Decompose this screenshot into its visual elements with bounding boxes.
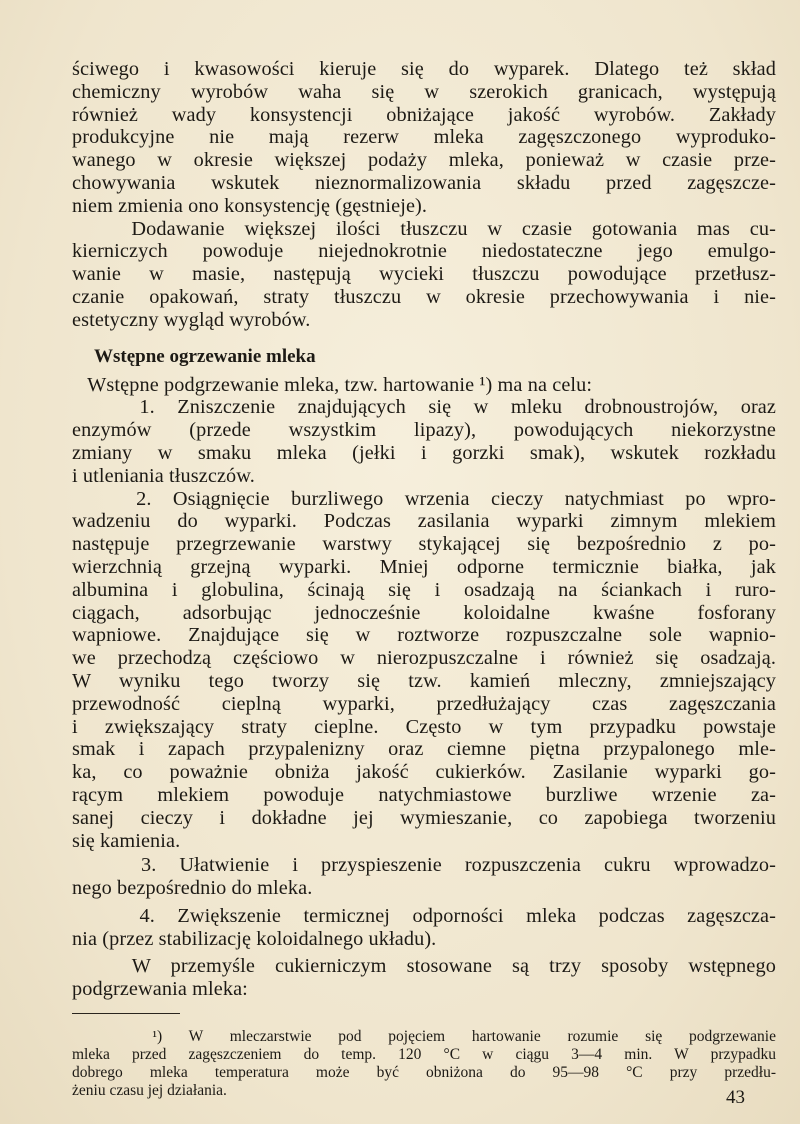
- text-line: 4. Zwiększenie termicznej odporności mleka podczas zagęszcza-: [72, 904, 776, 927]
- text-line: podgrzewania mleka:: [72, 978, 248, 1001]
- text-line: albumina i globulina, ścinają się i osadzają na ściankach i ruro-: [72, 578, 776, 601]
- page-number: 43: [726, 1087, 745, 1108]
- text-line: się kamienia.: [72, 829, 181, 852]
- text-line: chemiczny wyrobów waha się w szerokich granicach, występują: [72, 80, 776, 103]
- list-item-1: [72, 396, 776, 487]
- text-line: sanej cieczy i dokładne jej wymieszanie, co zapobiega tworzeniu: [72, 806, 776, 829]
- text-line: wanego w okresie większej podaży mleka, ponieważ w czasie prze-: [72, 149, 776, 172]
- text-line: 1. Zniszczenie znajdujących się w mleku drobnoustrojów, oraz: [72, 396, 776, 419]
- text-line: ciągach, adsorbując jednocześnie koloidalne kwaśne fosforany: [72, 601, 776, 624]
- text-line: smak i zapach przypalenizny oraz ciemne piętna przypalonego mle-: [72, 738, 776, 761]
- text-line: ściwego i kwasowości kieruje się do wyparek. Dlatego też skład: [72, 58, 776, 80]
- list-item-4: [72, 905, 776, 951]
- footnote-divider: [72, 1013, 180, 1014]
- text-line: estetyczny wygląd wyrobów.: [72, 308, 311, 331]
- text-line: produkcyjne nie mają rezerw mleka zagęszczonego wyproduko-: [72, 126, 776, 149]
- footnote-line: mleka przed zagęszczeniem do temp. 120 °C w ciągu 3—4 min. W przypadku: [72, 1046, 776, 1064]
- paragraph-2: [72, 218, 776, 332]
- text-line: 3. Ułatwienie i przyspieszenie rozpuszczenia cukru wprowadzo-: [72, 854, 776, 877]
- text-line: również wady konsystencji obniżające jakość wyrobów. Zakłady: [72, 103, 776, 126]
- paragraph-1: [72, 58, 776, 218]
- text-line: ka, co poważnie obniża jakość cukierków. Zasilanie wyparki go-: [72, 761, 776, 784]
- text-line: Dodawanie większej ilości tłuszczu w czasie gotowania mas cu-: [72, 217, 776, 240]
- footnote-line: żeniu czasu jej działania.: [72, 1082, 227, 1100]
- text-line: nego bezpośrednio do mleka.: [72, 877, 313, 900]
- list-item-3: [72, 854, 776, 900]
- text-line: zmiany w smaku mleka (jełki i gorzki smak), wskutek rozkładu: [72, 441, 776, 464]
- text-line: i utleniania tłuszczów.: [72, 464, 255, 487]
- text-line: kierniczych powoduje niejednokrotnie niedostateczne jego emulgo-: [72, 240, 776, 263]
- paragraph-last: [72, 955, 776, 1001]
- text-line: wanie w masie, następują wycieki tłuszczu powodujące przetłusz-: [72, 263, 776, 286]
- text-line: następuje przegrzewanie warstwy stykającej się bezpośrednio z po-: [72, 533, 776, 556]
- text-line: W wyniku tego tworzy się tzw. kamień mleczny, zmniejszający: [72, 669, 776, 692]
- page-text: [72, 58, 776, 1100]
- text-line: wapniowe. Znajdujące się w roztworze rozpuszczalne sole wapnio-: [72, 624, 776, 647]
- section-heading: Wstępne ogrzewanie mleka: [94, 345, 316, 367]
- text-line: czanie opakowań, straty tłuszczu w okresie przechowywania i nie-: [72, 285, 776, 308]
- intro-line: Wstępne podgrzewanie mleka, tzw. hartowanie ¹) ma na celu:: [72, 373, 593, 396]
- text-line: rącym mlekiem powoduje natychmiastowe burzliwe wrzenie za-: [72, 783, 776, 806]
- text-line: wadzeniu do wyparki. Podczas zasilania wyparki zimnym mlekiem: [72, 510, 776, 533]
- footnote-line: ¹) W mleczarstwie pod pojęciem hartowanie rozumie się podgrzewanie: [72, 1028, 776, 1046]
- text-line: i zwiększający straty cieplne. Często w tym przypadku powstaje: [72, 715, 776, 738]
- text-line: W przemyśle cukierniczym stosowane są trzy sposoby wstępnego: [72, 955, 776, 978]
- text-line: wierzchnią grzejną wyparki. Mniej odporne termicznie białka, jak: [72, 555, 776, 578]
- text-line: chowywania wskutek nieznormalizowania składu przed zagęszcze-: [72, 171, 776, 194]
- text-line: niem zmienia ono konsystencję (gęstnieje).: [72, 194, 428, 217]
- text-line: nia (przez stabilizację koloidalnego układu).: [72, 927, 437, 950]
- footnote-line: dobrego mleka temperatura może być obniżona do 95—98 °C przy przedłu-: [72, 1064, 776, 1082]
- footnote: [72, 1028, 776, 1100]
- text-line: przewodność cieplną wyparki, przedłużający czas zagęszczania: [72, 692, 776, 715]
- text-line: 2. Osiągnięcie burzliwego wrzenia cieczy natychmiast po wpro-: [72, 487, 776, 510]
- text-line: enzymów (przede wszystkim lipazy), powodujących niekorzystne: [72, 419, 776, 442]
- text-line: we przechodzą częściowo w nierozpuszczalne i również się osadzają.: [72, 647, 776, 670]
- list-item-2: [72, 488, 776, 853]
